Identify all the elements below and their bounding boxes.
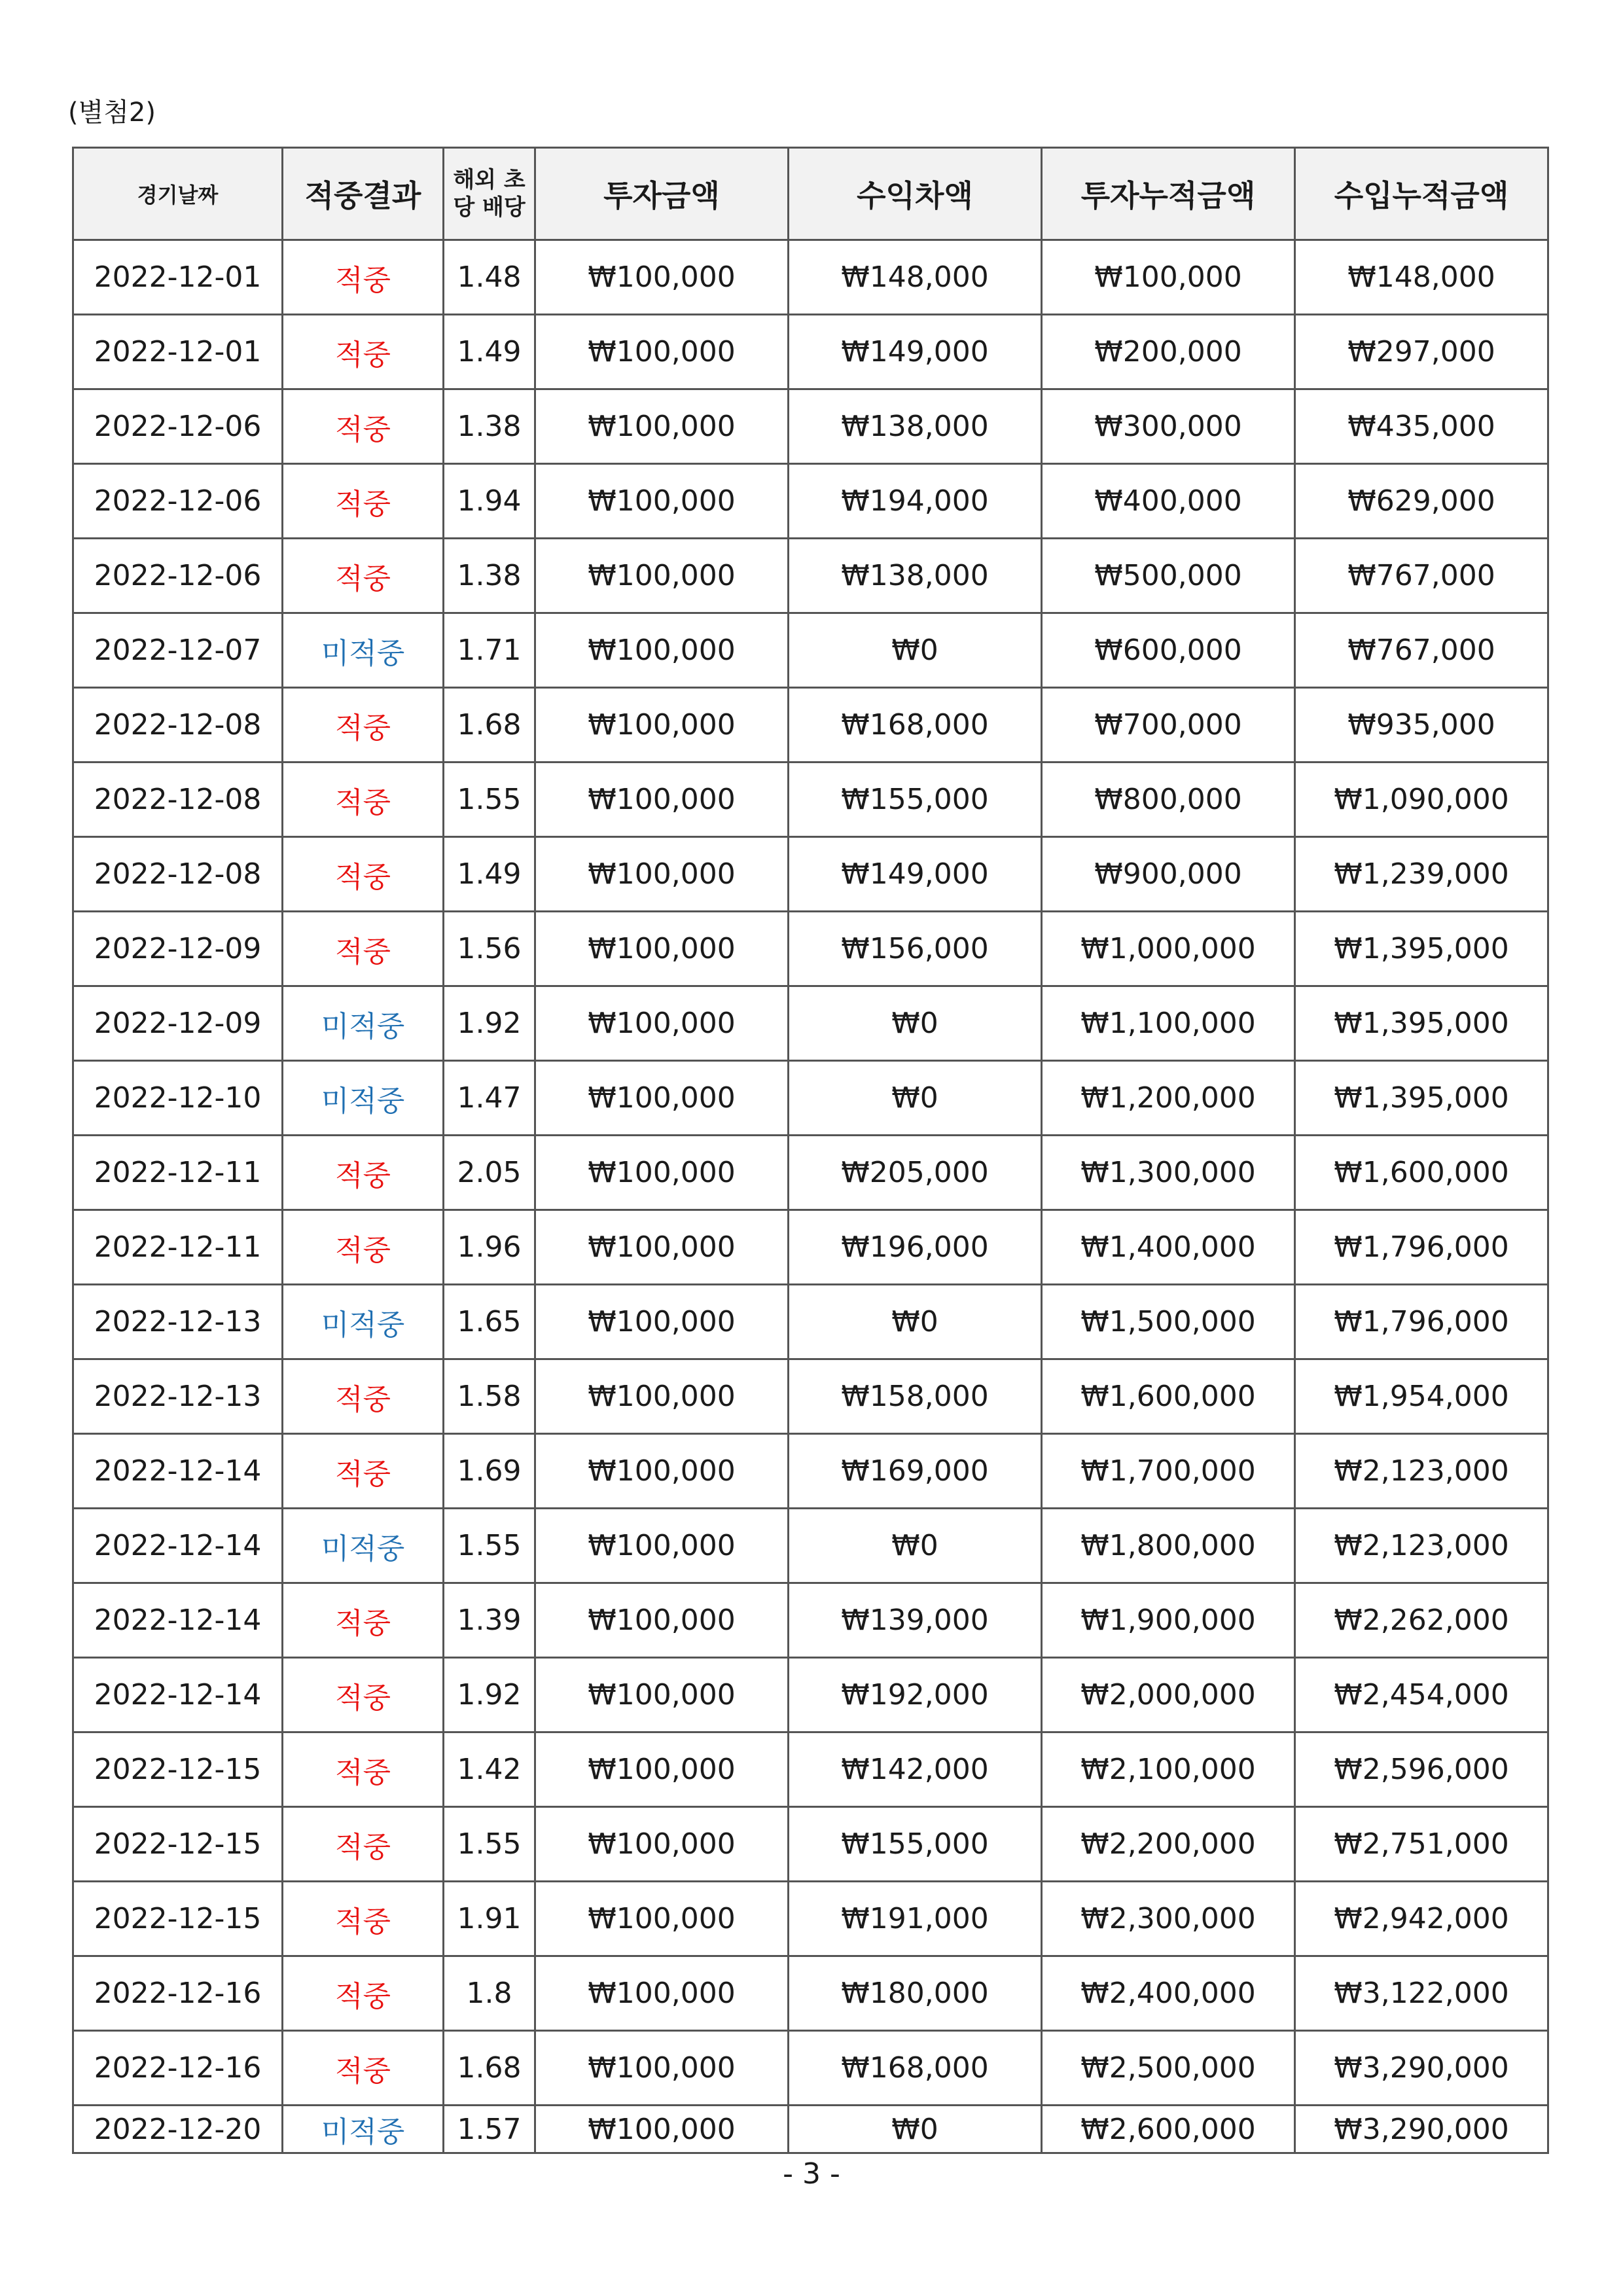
cell-date: 2022-12-11 [73, 1136, 283, 1210]
cell-invest: ₩100,000 [535, 2031, 789, 2106]
cell-cumulative-income: ₩1,954,000 [1295, 1359, 1548, 1434]
cell-date: 2022-12-07 [73, 613, 283, 688]
cell-result: 적중 [283, 1434, 444, 1509]
table-row [73, 1732, 1548, 1807]
cell-result: 적중 [283, 2031, 444, 2106]
table-row [73, 240, 1548, 315]
cell-cumulative-invest: ₩2,500,000 [1042, 2031, 1295, 2106]
cell-invest: ₩100,000 [535, 1583, 789, 1658]
cell-cumulative-invest: ₩1,400,000 [1042, 1210, 1295, 1285]
cell-profit: ₩158,000 [789, 1359, 1042, 1434]
cell-profit: ₩155,000 [789, 1807, 1042, 1882]
cell-result: 적중 [283, 1359, 444, 1434]
cell-odds: 1.68 [444, 688, 535, 762]
cell-result: 적중 [283, 240, 444, 315]
cell-date: 2022-12-08 [73, 837, 283, 912]
cell-invest: ₩100,000 [535, 240, 789, 315]
cell-result: 적중 [283, 464, 444, 539]
cell-cumulative-income: ₩435,000 [1295, 389, 1548, 464]
cell-date: 2022-12-06 [73, 539, 283, 613]
cell-invest: ₩100,000 [535, 1807, 789, 1882]
cell-result: 적중 [283, 1956, 444, 2031]
table-row [73, 2031, 1548, 2106]
cell-odds: 1.58 [444, 1359, 535, 1434]
cell-result: 적중 [283, 1136, 444, 1210]
cell-cumulative-invest: ₩2,100,000 [1042, 1732, 1295, 1807]
cell-invest: ₩100,000 [535, 539, 789, 613]
cell-odds: 1.92 [444, 1658, 535, 1732]
cell-cumulative-income: ₩1,395,000 [1295, 912, 1548, 986]
cell-profit: ₩0 [789, 1285, 1042, 1359]
cell-invest: ₩100,000 [535, 1956, 789, 2031]
cell-date: 2022-12-14 [73, 1509, 283, 1583]
cell-odds: 1.38 [444, 389, 535, 464]
cell-date: 2022-12-06 [73, 389, 283, 464]
cell-profit: ₩149,000 [789, 837, 1042, 912]
cell-date: 2022-12-09 [73, 912, 283, 986]
cell-cumulative-income: ₩767,000 [1295, 539, 1548, 613]
cell-result: 적중 [283, 1658, 444, 1732]
cell-cumulative-income: ₩629,000 [1295, 464, 1548, 539]
header-cumulative-income: 수입누적금액 [1295, 148, 1548, 240]
cell-odds: 1.65 [444, 1285, 535, 1359]
cell-profit: ₩0 [789, 1061, 1042, 1136]
cell-date: 2022-12-15 [73, 1882, 283, 1956]
table-row [73, 1285, 1548, 1359]
cell-profit: ₩142,000 [789, 1732, 1042, 1807]
cell-profit: ₩0 [789, 986, 1042, 1061]
table-row [73, 1061, 1548, 1136]
header-odds: 해외 초당 배당 [444, 148, 535, 240]
cell-date: 2022-12-11 [73, 1210, 283, 1285]
cell-date: 2022-12-20 [73, 2106, 283, 2153]
cell-date: 2022-12-16 [73, 1956, 283, 2031]
table-row [73, 1210, 1548, 1285]
cell-invest: ₩100,000 [535, 1509, 789, 1583]
cell-odds: 1.42 [444, 1732, 535, 1807]
table-row [73, 1807, 1548, 1882]
cell-cumulative-invest: ₩900,000 [1042, 837, 1295, 912]
cell-cumulative-income: ₩2,123,000 [1295, 1509, 1548, 1583]
cell-cumulative-income: ₩2,751,000 [1295, 1807, 1548, 1882]
cell-cumulative-invest: ₩1,700,000 [1042, 1434, 1295, 1509]
cell-result: 적중 [283, 688, 444, 762]
cell-profit: ₩0 [789, 2106, 1042, 2153]
cell-cumulative-invest: ₩2,300,000 [1042, 1882, 1295, 1956]
cell-result: 적중 [283, 912, 444, 986]
cell-odds: 1.39 [444, 1583, 535, 1658]
cell-date: 2022-12-13 [73, 1359, 283, 1434]
cell-result: 적중 [283, 1882, 444, 1956]
cell-cumulative-invest: ₩300,000 [1042, 389, 1295, 464]
cell-profit: ₩138,000 [789, 389, 1042, 464]
cell-result: 적중 [283, 1807, 444, 1882]
cell-cumulative-income: ₩3,290,000 [1295, 2031, 1548, 2106]
cell-cumulative-invest: ₩1,000,000 [1042, 912, 1295, 986]
cell-odds: 1.55 [444, 1509, 535, 1583]
cell-odds: 1.55 [444, 762, 535, 837]
cell-result: 미적중 [283, 2106, 444, 2153]
cell-invest: ₩100,000 [535, 613, 789, 688]
cell-cumulative-income: ₩1,090,000 [1295, 762, 1548, 837]
table-row [73, 762, 1548, 837]
cell-cumulative-income: ₩1,796,000 [1295, 1210, 1548, 1285]
cell-result: 미적중 [283, 1509, 444, 1583]
cell-cumulative-invest: ₩1,900,000 [1042, 1583, 1295, 1658]
cell-result: 적중 [283, 389, 444, 464]
header-cumulative-invest: 투자누적금액 [1042, 148, 1295, 240]
cell-result: 적중 [283, 315, 444, 389]
table-header [73, 148, 1548, 240]
cell-cumulative-income: ₩2,596,000 [1295, 1732, 1548, 1807]
header-profit: 수익차액 [789, 148, 1042, 240]
cell-profit: ₩191,000 [789, 1882, 1042, 1956]
cell-result: 미적중 [283, 613, 444, 688]
table-row [73, 1882, 1548, 1956]
table-row [73, 1509, 1548, 1583]
cell-result: 적중 [283, 1732, 444, 1807]
cell-cumulative-invest: ₩1,100,000 [1042, 986, 1295, 1061]
cell-date: 2022-12-16 [73, 2031, 283, 2106]
cell-cumulative-income: ₩2,262,000 [1295, 1583, 1548, 1658]
table-row [73, 1359, 1548, 1434]
cell-odds: 1.57 [444, 2106, 535, 2153]
cell-cumulative-invest: ₩1,200,000 [1042, 1061, 1295, 1136]
cell-odds: 1.68 [444, 2031, 535, 2106]
cell-cumulative-invest: ₩2,000,000 [1042, 1658, 1295, 1732]
page-number: - 3 - [783, 2157, 840, 2191]
cell-date: 2022-12-06 [73, 464, 283, 539]
cell-date: 2022-12-01 [73, 240, 283, 315]
cell-invest: ₩100,000 [535, 762, 789, 837]
cell-result: 적중 [283, 539, 444, 613]
cell-cumulative-income: ₩1,796,000 [1295, 1285, 1548, 1359]
cell-cumulative-income: ₩1,395,000 [1295, 1061, 1548, 1136]
cell-invest: ₩100,000 [535, 986, 789, 1061]
betting-record-table [72, 147, 1549, 2154]
cell-date: 2022-12-14 [73, 1434, 283, 1509]
cell-profit: ₩149,000 [789, 315, 1042, 389]
table-row [73, 1658, 1548, 1732]
cell-cumulative-income: ₩2,454,000 [1295, 1658, 1548, 1732]
cell-profit: ₩169,000 [789, 1434, 1042, 1509]
cell-invest: ₩100,000 [535, 837, 789, 912]
cell-odds: 2.05 [444, 1136, 535, 1210]
cell-odds: 1.69 [444, 1434, 535, 1509]
cell-cumulative-invest: ₩1,800,000 [1042, 1509, 1295, 1583]
cell-invest: ₩100,000 [535, 1285, 789, 1359]
table-row [73, 688, 1548, 762]
table-row [73, 912, 1548, 986]
cell-invest: ₩100,000 [535, 389, 789, 464]
cell-result: 미적중 [283, 1061, 444, 1136]
cell-date: 2022-12-14 [73, 1583, 283, 1658]
cell-profit: ₩0 [789, 1509, 1042, 1583]
table-row [73, 464, 1548, 539]
table-row [73, 1434, 1548, 1509]
header-date: 경기날짜 [73, 148, 283, 240]
cell-date: 2022-12-14 [73, 1658, 283, 1732]
cell-odds: 1.55 [444, 1807, 535, 1882]
cell-invest: ₩100,000 [535, 1732, 789, 1807]
table-row [73, 2106, 1548, 2153]
cell-profit: ₩155,000 [789, 762, 1042, 837]
cell-invest: ₩100,000 [535, 1359, 789, 1434]
cell-profit: ₩168,000 [789, 2031, 1042, 2106]
cell-cumulative-income: ₩3,290,000 [1295, 2106, 1548, 2153]
cell-invest: ₩100,000 [535, 1658, 789, 1732]
cell-profit: ₩138,000 [789, 539, 1042, 613]
cell-profit: ₩205,000 [789, 1136, 1042, 1210]
cell-invest: ₩100,000 [535, 464, 789, 539]
cell-result: 미적중 [283, 1285, 444, 1359]
table-row [73, 613, 1548, 688]
cell-profit: ₩156,000 [789, 912, 1042, 986]
table-row [73, 389, 1548, 464]
cell-date: 2022-12-15 [73, 1807, 283, 1882]
cell-date: 2022-12-01 [73, 315, 283, 389]
cell-odds: 1.96 [444, 1210, 535, 1285]
cell-cumulative-income: ₩1,395,000 [1295, 986, 1548, 1061]
cell-result: 적중 [283, 1583, 444, 1658]
cell-profit: ₩168,000 [789, 688, 1042, 762]
cell-cumulative-invest: ₩2,400,000 [1042, 1956, 1295, 2031]
cell-odds: 1.71 [444, 613, 535, 688]
cell-result: 적중 [283, 837, 444, 912]
cell-cumulative-income: ₩767,000 [1295, 613, 1548, 688]
cell-result: 적중 [283, 1210, 444, 1285]
header-result: 적중결과 [283, 148, 444, 240]
cell-result: 적중 [283, 762, 444, 837]
header-invest: 투자금액 [535, 148, 789, 240]
cell-cumulative-invest: ₩800,000 [1042, 762, 1295, 837]
cell-date: 2022-12-15 [73, 1732, 283, 1807]
table-row [73, 539, 1548, 613]
header-row [73, 148, 1548, 240]
cell-invest: ₩100,000 [535, 1210, 789, 1285]
cell-odds: 1.47 [444, 1061, 535, 1136]
cell-cumulative-invest: ₩400,000 [1042, 464, 1295, 539]
cell-date: 2022-12-09 [73, 986, 283, 1061]
cell-cumulative-invest: ₩700,000 [1042, 688, 1295, 762]
cell-odds: 1.8 [444, 1956, 535, 2031]
cell-result: 미적중 [283, 986, 444, 1061]
table-row [73, 837, 1548, 912]
cell-invest: ₩100,000 [535, 1882, 789, 1956]
cell-date: 2022-12-08 [73, 688, 283, 762]
cell-cumulative-income: ₩2,123,000 [1295, 1434, 1548, 1509]
cell-cumulative-income: ₩148,000 [1295, 240, 1548, 315]
cell-date: 2022-12-10 [73, 1061, 283, 1136]
cell-cumulative-invest: ₩2,200,000 [1042, 1807, 1295, 1882]
cell-odds: 1.49 [444, 837, 535, 912]
cell-cumulative-income: ₩1,239,000 [1295, 837, 1548, 912]
cell-invest: ₩100,000 [535, 315, 789, 389]
cell-cumulative-invest: ₩100,000 [1042, 240, 1295, 315]
cell-profit: ₩139,000 [789, 1583, 1042, 1658]
cell-odds: 1.91 [444, 1882, 535, 1956]
cell-cumulative-invest: ₩1,600,000 [1042, 1359, 1295, 1434]
cell-invest: ₩100,000 [535, 1061, 789, 1136]
cell-invest: ₩100,000 [535, 1434, 789, 1509]
cell-odds: 1.48 [444, 240, 535, 315]
table-row [73, 1136, 1548, 1210]
cell-cumulative-invest: ₩500,000 [1042, 539, 1295, 613]
cell-cumulative-invest: ₩600,000 [1042, 613, 1295, 688]
cell-cumulative-invest: ₩1,500,000 [1042, 1285, 1295, 1359]
cell-profit: ₩192,000 [789, 1658, 1042, 1732]
cell-date: 2022-12-13 [73, 1285, 283, 1359]
cell-profit: ₩196,000 [789, 1210, 1042, 1285]
table-row [73, 1956, 1548, 2031]
cell-odds: 1.38 [444, 539, 535, 613]
cell-cumulative-income: ₩3,122,000 [1295, 1956, 1548, 2031]
cell-cumulative-income: ₩2,942,000 [1295, 1882, 1548, 1956]
cell-odds: 1.49 [444, 315, 535, 389]
cell-cumulative-invest: ₩200,000 [1042, 315, 1295, 389]
cell-cumulative-invest: ₩2,600,000 [1042, 2106, 1295, 2153]
cell-odds: 1.92 [444, 986, 535, 1061]
cell-profit: ₩148,000 [789, 240, 1042, 315]
table-row [73, 1583, 1548, 1658]
cell-profit: ₩194,000 [789, 464, 1042, 539]
cell-odds: 1.56 [444, 912, 535, 986]
cell-date: 2022-12-08 [73, 762, 283, 837]
cell-invest: ₩100,000 [535, 2106, 789, 2153]
attachment-label: (별첨2) [68, 98, 156, 128]
table-row [73, 986, 1548, 1061]
cell-cumulative-income: ₩935,000 [1295, 688, 1548, 762]
cell-odds: 1.94 [444, 464, 535, 539]
cell-invest: ₩100,000 [535, 1136, 789, 1210]
cell-invest: ₩100,000 [535, 688, 789, 762]
cell-cumulative-income: ₩1,600,000 [1295, 1136, 1548, 1210]
cell-profit: ₩180,000 [789, 1956, 1042, 2031]
cell-profit: ₩0 [789, 613, 1042, 688]
cell-invest: ₩100,000 [535, 912, 789, 986]
cell-cumulative-income: ₩297,000 [1295, 315, 1548, 389]
table-row [73, 315, 1548, 389]
table-body [73, 240, 1548, 2153]
cell-cumulative-invest: ₩1,300,000 [1042, 1136, 1295, 1210]
